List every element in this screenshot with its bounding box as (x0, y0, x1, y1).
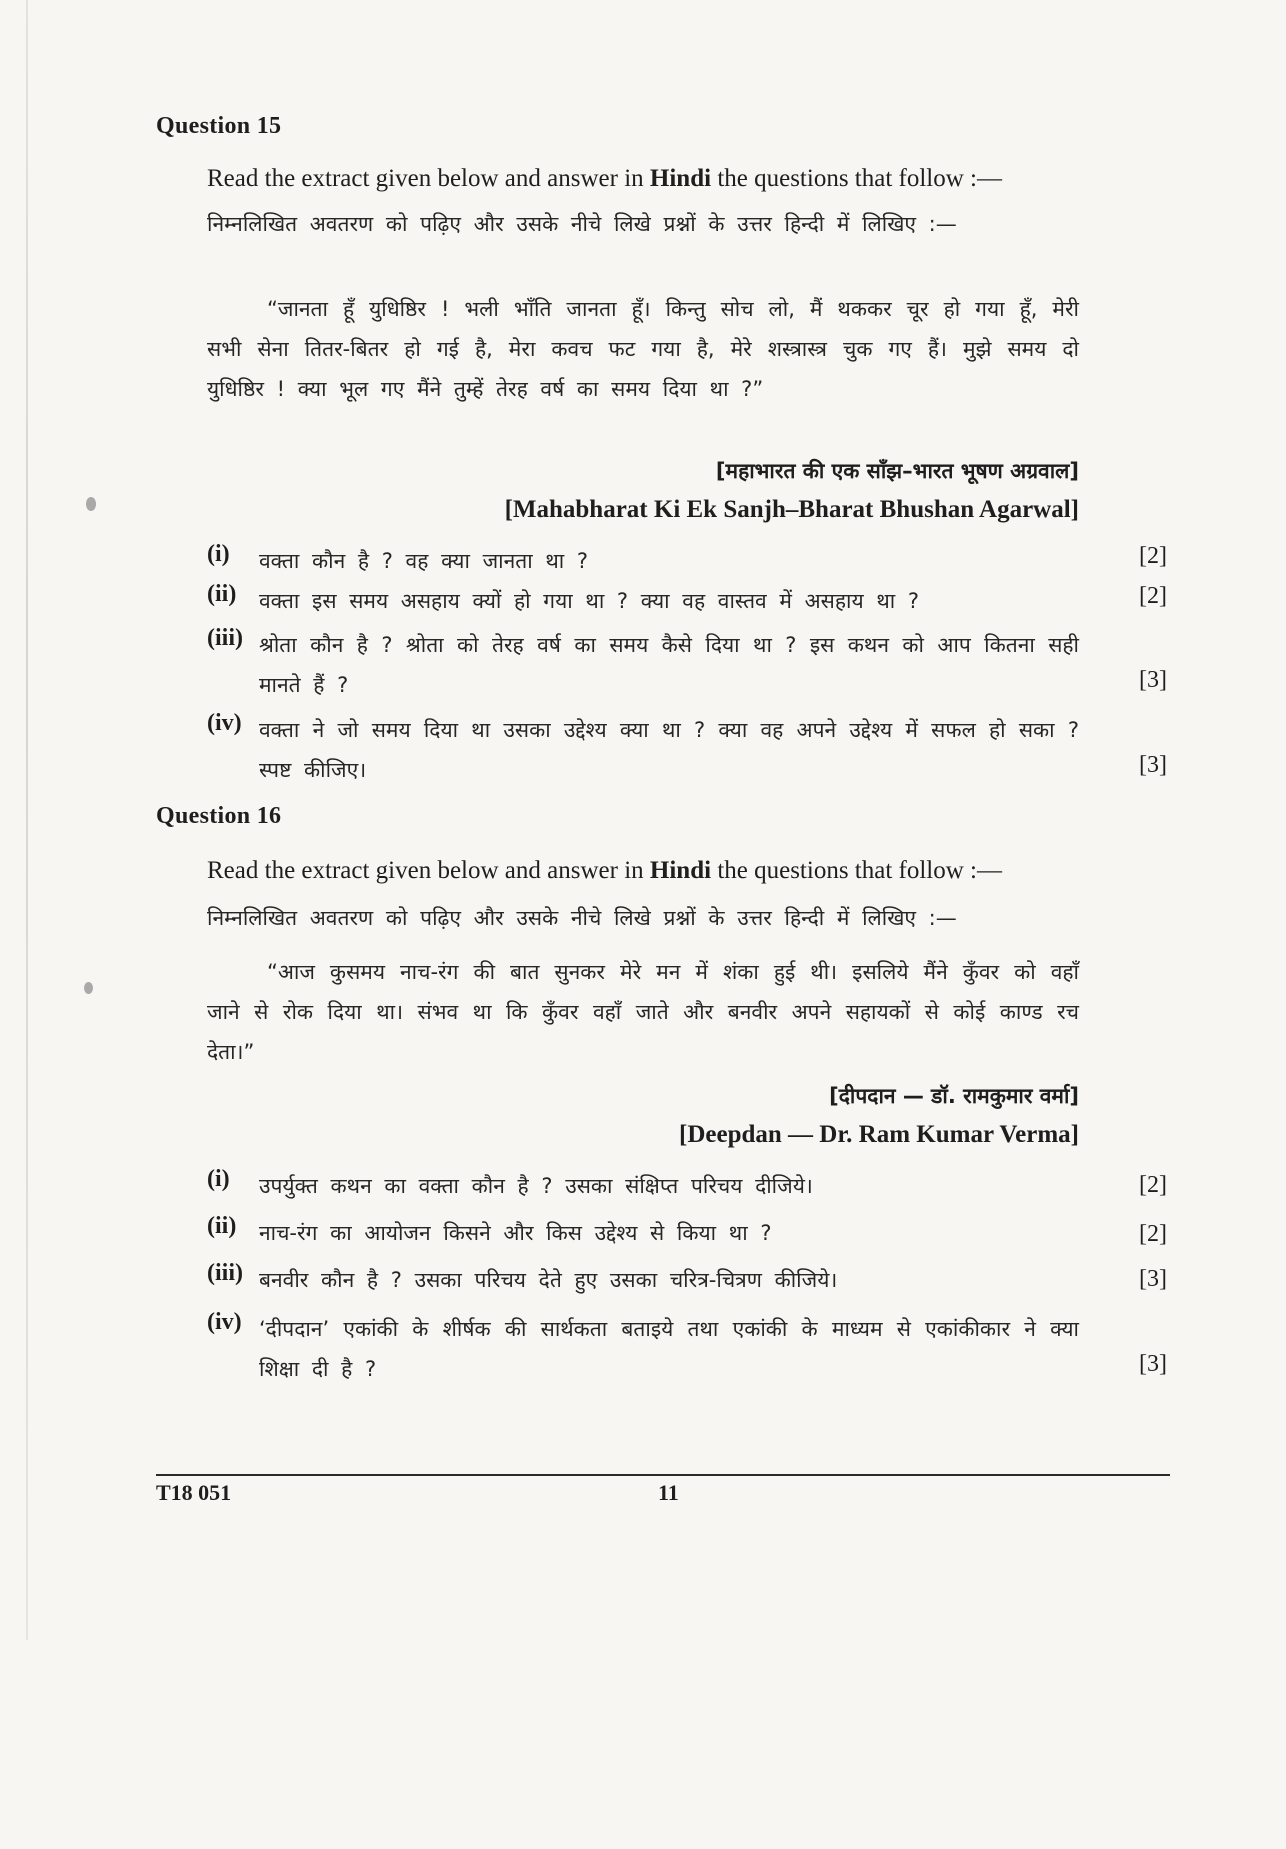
q16-subquestion (207, 1213, 1167, 1253)
subquestion-number: (i) (207, 1166, 230, 1192)
scan-speck (86, 497, 96, 511)
subquestion-marks: [3] (1139, 1351, 1167, 1377)
scan-speck (84, 982, 93, 994)
page-number: 11 (658, 1480, 679, 1505)
subquestion-number: (iv) (207, 1309, 242, 1335)
q15-instruction-hi: निम्नलिखित अवतरण को पढ़िए और उसके नीचे लिखे प्रश्नों के उत्तर हिन्दी में लिखिए :— (207, 212, 957, 236)
question-15-heading: Question 15 (156, 113, 282, 139)
paper-code: T18 051 (156, 1480, 232, 1505)
subquestion-number: (ii) (207, 581, 237, 607)
subquestion-number: (iii) (207, 625, 243, 651)
subquestion-text: वक्ता इस समय असहाय क्यों हो गया था ? क्या वह वास्तव में असहाय था ? (259, 589, 919, 613)
subquestion-marks: [3] (1139, 752, 1167, 778)
q16-extract: “आज कुसमय नाच-रंग की बात सुनकर मेरे मन में शंका हुई थी। इसलिये मैंने कुँवर को वहाँ जाने से रोक दिया था। संभव था कि कुँवर वहाँ जाते और बनवीर अपने सहायकों से कोई काण्ड रच देता।” (207, 960, 1079, 1064)
q15-subquestion (207, 625, 1167, 705)
q15-subquestion (207, 581, 1167, 621)
q16-instruction-hi: निम्नलिखित अवतरण को पढ़िए और उसके नीचे लिखे प्रश्नों के उत्तर हिन्दी में लिखिए :— (207, 906, 957, 930)
subquestion-text: बनवीर कौन है ? उसका परिचय देते हुए उसका चरित्र-चित्रण कीजिये। (259, 1268, 838, 1292)
q15-source-en: [Mahabharat Ki Ek Sanjh–Bharat Bhushan Agarwal] (504, 496, 1079, 523)
subquestion-marks: [2] (1139, 1172, 1167, 1198)
q16-source-en: [Deepdan — Dr. Ram Kumar Verma] (679, 1121, 1079, 1148)
subquestion-number: (iv) (207, 710, 242, 736)
q16-source-hi: [दीपदान — डॉ. रामकुमार वर्मा] (829, 1084, 1079, 1108)
footer-rule (156, 1474, 1170, 1476)
subquestion-text: उपर्युक्त कथन का वक्ता कौन है ? उसका संक्षिप्त परिचय दीजिये। (259, 1174, 813, 1198)
subquestion-marks: [2] (1139, 583, 1167, 609)
subquestion-number: (iii) (207, 1260, 243, 1286)
q15-extract: “जानता हूँ युधिष्ठिर ! भली भाँति जानता हूँ। किन्तु सोच लो, मैं थककर चूर हो गया हूँ, मेरी सभी सेना तितर-बितर हो गई है, मेरा कवच फट गया है, मेरे शस्त्रास्त्र चुक गए हैं। मुझे समय दो युधिष्ठिर ! क्या भूल गए मैंने तुम्हें तेरह वर्ष का समय दिया था ?” (207, 297, 1079, 401)
q15-source-hi: [महाभारत की एक साँझ–भारत भूषण अग्रवाल] (715, 459, 1079, 483)
q16-subquestion (207, 1260, 1167, 1300)
subquestion-marks: [2] (1139, 543, 1167, 569)
subquestion-number: (i) (207, 541, 230, 567)
subquestion-text: वक्ता कौन है ? वह क्या जानता था ? (259, 549, 589, 573)
subquestion-text: श्रोता कौन है ? श्रोता को तेरह वर्ष का समय कैसे दिया था ? इस कथन को आप कितना सही मानते हैं ? (259, 633, 1079, 697)
subquestion-text: ‘दीपदान’ एकांकी के शीर्षक की सार्थकता बताइये तथा एकांकी के माध्यम से एकांकीकार ने क्या शिक्षा दी है ? (259, 1317, 1079, 1381)
q15-instruction-en: Read the extract given below and answer in Hindi the questions that follow :— (207, 165, 1003, 192)
scan-edge (26, 0, 28, 1640)
q16-subquestion (207, 1309, 1167, 1389)
q15-subquestion (207, 710, 1167, 790)
subquestion-marks: [3] (1139, 667, 1167, 693)
subquestion-marks: [2] (1139, 1221, 1167, 1247)
question-16-heading: Question 16 (156, 803, 282, 829)
q16-subquestion (207, 1166, 1167, 1206)
subquestion-marks: [3] (1139, 1266, 1167, 1292)
subquestion-text: वक्ता ने जो समय दिया था उसका उद्देश्य क्या था ? क्या वह अपने उद्देश्य में सफल हो सका ? स्पष्ट कीजिए। (259, 718, 1079, 782)
q15-subquestion (207, 541, 1167, 581)
q16-instruction-en: Read the extract given below and answer in Hindi the questions that follow :— (207, 857, 1003, 884)
subquestion-number: (ii) (207, 1213, 237, 1239)
subquestion-text: नाच-रंग का आयोजन किसने और किस उद्देश्य से किया था ? (259, 1221, 772, 1245)
